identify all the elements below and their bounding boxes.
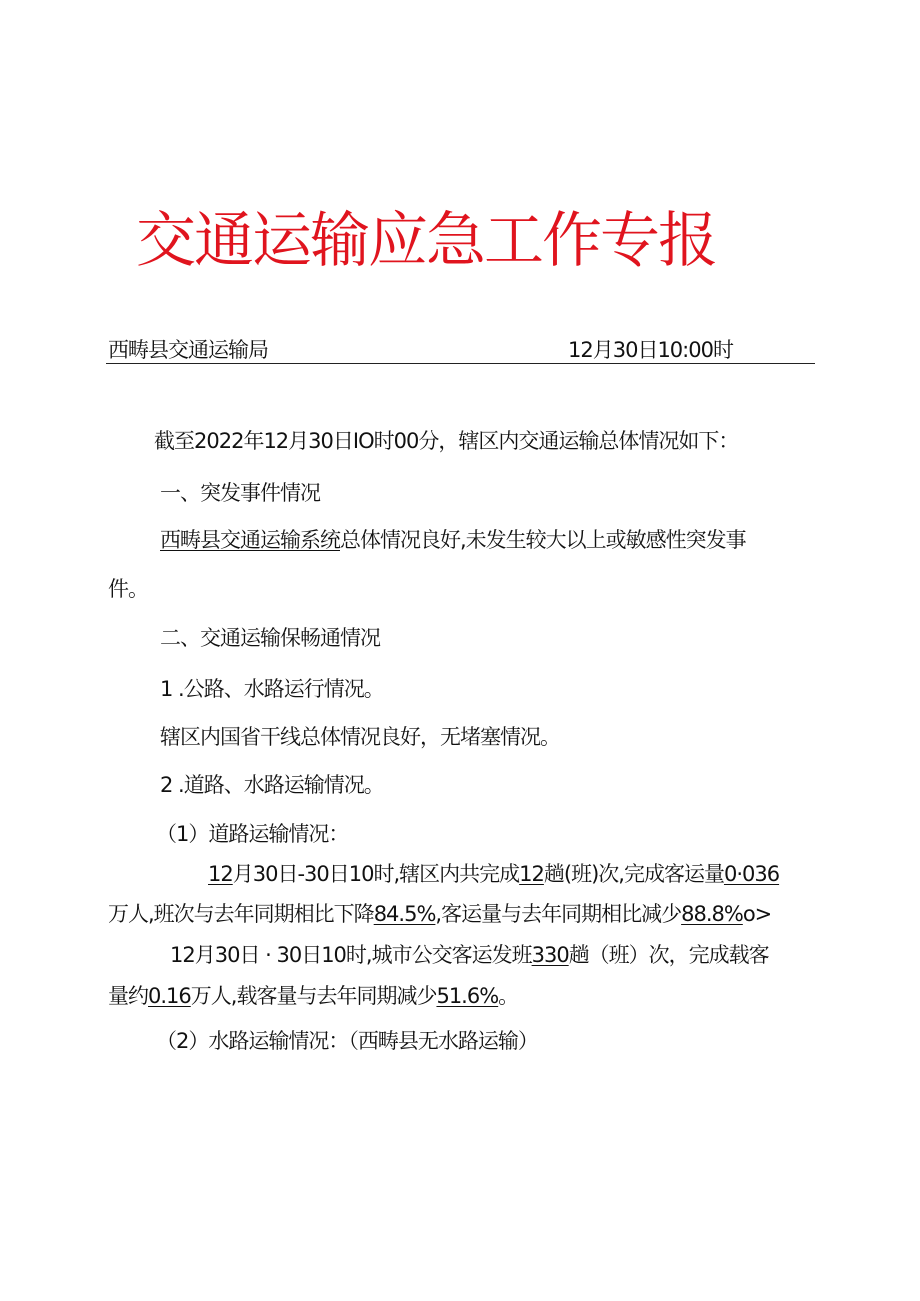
document-title: 交通运输应急工作专报 [136,206,716,276]
road-p2-text: 万人,载客量与去年同期减少 [190,984,437,1008]
road-paragraph1-line1 [208,860,779,888]
road-p2-value-bus-decline: 51.6% [436,984,499,1008]
road-p2-value-bus-passengers: 0.16 [148,984,191,1008]
road-p1-value-trip-decline: 84.5% [373,902,436,926]
item1-heading: 1 .公路、水路运行情况。 [160,677,384,701]
road-p1-text: 万人,班次与去年同期相比下降 [108,902,374,926]
section1-body-continued: 件。 [108,577,148,601]
road-p1-value-passenger-decline: 88.8% [681,902,743,926]
header-divider [106,363,815,364]
road-p1-text: o> [742,902,772,926]
road-p2-text: 趟（班）次，完成载客 [568,943,769,967]
road-p1-value-trips: 12 [519,862,544,886]
road-transport-heading: （1）道路运输情况： [156,822,349,846]
water-transport-heading: （2）水路运输情况：（西畴县无水路运输） [156,1029,538,1053]
road-paragraph2-line2 [108,982,518,1010]
issuing-organization: 西畴县交通运输局 [108,338,268,362]
section1-body [160,526,746,554]
road-p2-value-bus-trips: 330 [531,943,569,967]
road-p1-value-date: 12 [208,862,233,886]
road-p2-text: 。 [498,984,519,1008]
intro-paragraph: 截至2022年12月30日IO时00分，辖区内交通运输总体情况如下： [154,429,739,453]
road-paragraph1-line2 [108,900,771,928]
road-p1-text: 趟(班)次,完成客运量 [543,862,724,886]
item2-heading: 2 .道路、水路运输情况。 [160,773,384,797]
road-p2-text: 量约 [108,984,148,1008]
road-p1-text: ,客运量与去年同期相比减少 [435,902,682,926]
section2-heading: 二、交通运输保畅通情况 [160,626,380,650]
road-p1-value-passengers: 0·036 [723,862,780,886]
road-paragraph2-line1 [170,941,769,969]
section1-heading: 一、突发事件情况 [160,481,320,505]
section1-body-underlined: 西畴县交通运输系统 [160,528,340,552]
road-p1-text: 月30日-30日10时,辖区内共完成 [232,862,520,886]
section1-body-rest: 总体情况良好,未发生较大以上或敏感性突发事 [340,528,746,552]
document-header [108,337,768,363]
item1-body: 辖区内国省干线总体情况良好，无堵塞情况。 [160,725,560,749]
issue-datetime: 12月30日10:00时 [568,338,733,362]
road-p2-text: 12月30日 · 30日10时,城市公交客运发班 [170,943,532,967]
